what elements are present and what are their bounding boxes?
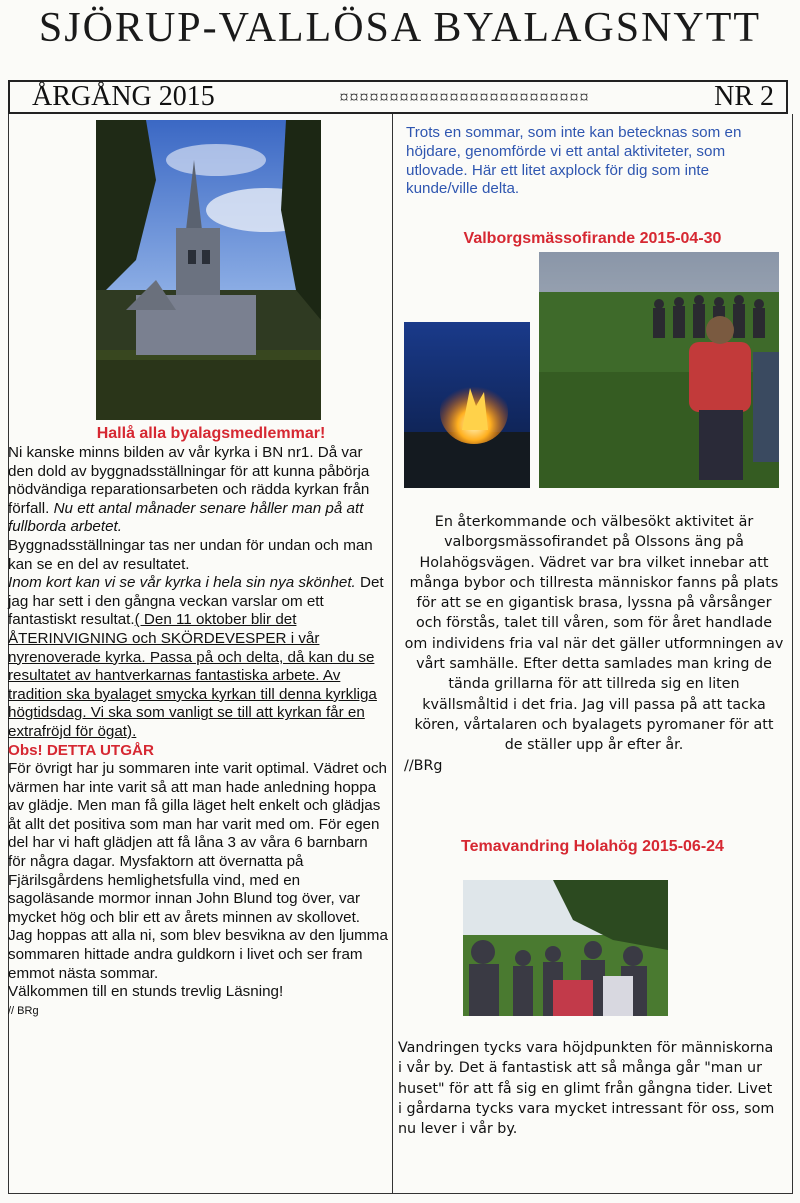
left-paragraph-1 xyxy=(8,444,388,537)
temavandring-photo xyxy=(463,880,668,1016)
issue-number: NR 2 xyxy=(714,81,774,112)
left-heading: Hallå alla byalagsmedlemmar! xyxy=(96,425,326,442)
left-paragraph-1-text: Ni kanske minns bilden av vår kyrka i BN nr1. Då var den dold av byggnadsställningar för att kunna påbörja nödvändiga reparationsarbeten och rädda kyrkan från förfall. xyxy=(8,444,370,517)
valborg-text: En återkommande och välbesökt aktivitet är valborgsmässofirandet på Olssons äng på Holahögsvägen. Vädret var bra vilket innebar att många bybor och tillresta människor fanns på plats för att se en gigantisk brasa, lyssna på vårsånger och förstås, talet till våren, som för året handlade om individens fria val när det gäller utformningen av vårt samhälle. Efter detta samlades man kring de tända grillarna för att tillreda sig en liten kvällsmåltid i det fria. Jag vill passa på att tacka kören, vårtalaren och byalagets pyromaner för att de ställer upp år efter år. xyxy=(404,514,784,754)
volume-bar xyxy=(8,80,788,114)
valborg-signature: //BRg xyxy=(404,757,443,774)
volume-year: ÅRGÅNG 2015 xyxy=(32,81,215,112)
obs-notice: Obs! DETTA UTGÅR xyxy=(8,741,154,759)
temavandring-text: Vandringen tycks vara höjdpunkten för människorna i vår by. Det ä fantastisk att så många går "man ur huset" för att få sig en glimt från gångna tider. Livet i gårdarna tycks vara mycket intressant för oss, som nu lever i vår by. xyxy=(398,1040,775,1138)
right-intro: Trots en sommar, som inte kan betecknas som en höjdare, genomförde vi ett antal aktiviteter, som utlovade. Här ett litet axplock för dig som inte kunde/ville delta. xyxy=(406,124,742,198)
bonfire-photo xyxy=(404,322,530,488)
left-paragraph-3-italic: Inom kort kan vi se vår kyrka i hela sin nya skönhet. xyxy=(8,574,356,592)
left-paragraph-5: Välkommen till en stunds trevlig Läsning! xyxy=(8,983,284,1001)
volume-decoration: ¤¤¤¤¤¤¤¤¤¤¤¤¤¤¤¤¤¤¤¤¤¤¤¤¤ xyxy=(339,86,590,107)
left-paragraph-3-underlined: ( Den 11 oktober blir det ÅTERINVIGNING och SKÖRDEVESPER i vår nyrenoverade kyrka. Passa på och delta, då kan du se resultatet av hantverkarnas fantastiska arbete. Av tradition ska byalaget smycka kyrkan till denna kyrkliga högtidsdag. Vi ska som vanligt se till att kyrkan får en extrafröjd för ögat). xyxy=(8,611,377,740)
masthead-title: SJÖRUP-VALLÖSA BYALAGSNYTT xyxy=(38,5,762,51)
valborg-heading: Valborgsmässofirande 2015-04-30 xyxy=(463,230,722,247)
column-divider xyxy=(392,114,393,1194)
valborg-article xyxy=(404,512,784,776)
left-signature: // BRg xyxy=(8,1004,39,1017)
left-paragraph-3-text: Det jag har sett i den gångna veckan varslar om ett fantastiskt resultat. xyxy=(8,574,384,629)
church-photo xyxy=(96,120,321,420)
left-paragraph-2: Byggnadsställningar tas ner undan för undan och man kan se en del av resultatet. xyxy=(8,536,373,573)
left-paragraph-1-italic: Nu ett antal månader senare håller man på att fullborda arbetet. xyxy=(8,499,364,536)
left-article xyxy=(8,444,388,1020)
valborg-crowd-photo xyxy=(539,252,779,488)
temavandring-heading: Temavandring Holahög 2015-06-24 xyxy=(461,838,724,855)
left-paragraph-4: För övrigt har ju sommaren inte varit optimal. Vädret och värmen har inte varit så att man hade anledning hoppa av glädje. Men man få gilla läget helt enkelt och glädjas åt allt det positiva som man har varit med om. För egen del har vi haft glädjen att få låna 3 av våra 6 barnbarn för några dagar. Mysfaktorn att övernatta på Fjärilsgårdens hemlighetsfulla vind, med en sagoläsande mormor innan John Blund tog över, var mycket hög och blir ett av årets minnen av skollovet. Jag hoppas att alla ni, som blev besvikna av den ljumma sommaren hittade andra guldkorn i livet och ser fram emmot nästa sommar. xyxy=(8,760,388,982)
left-paragraph-3 xyxy=(8,574,388,741)
